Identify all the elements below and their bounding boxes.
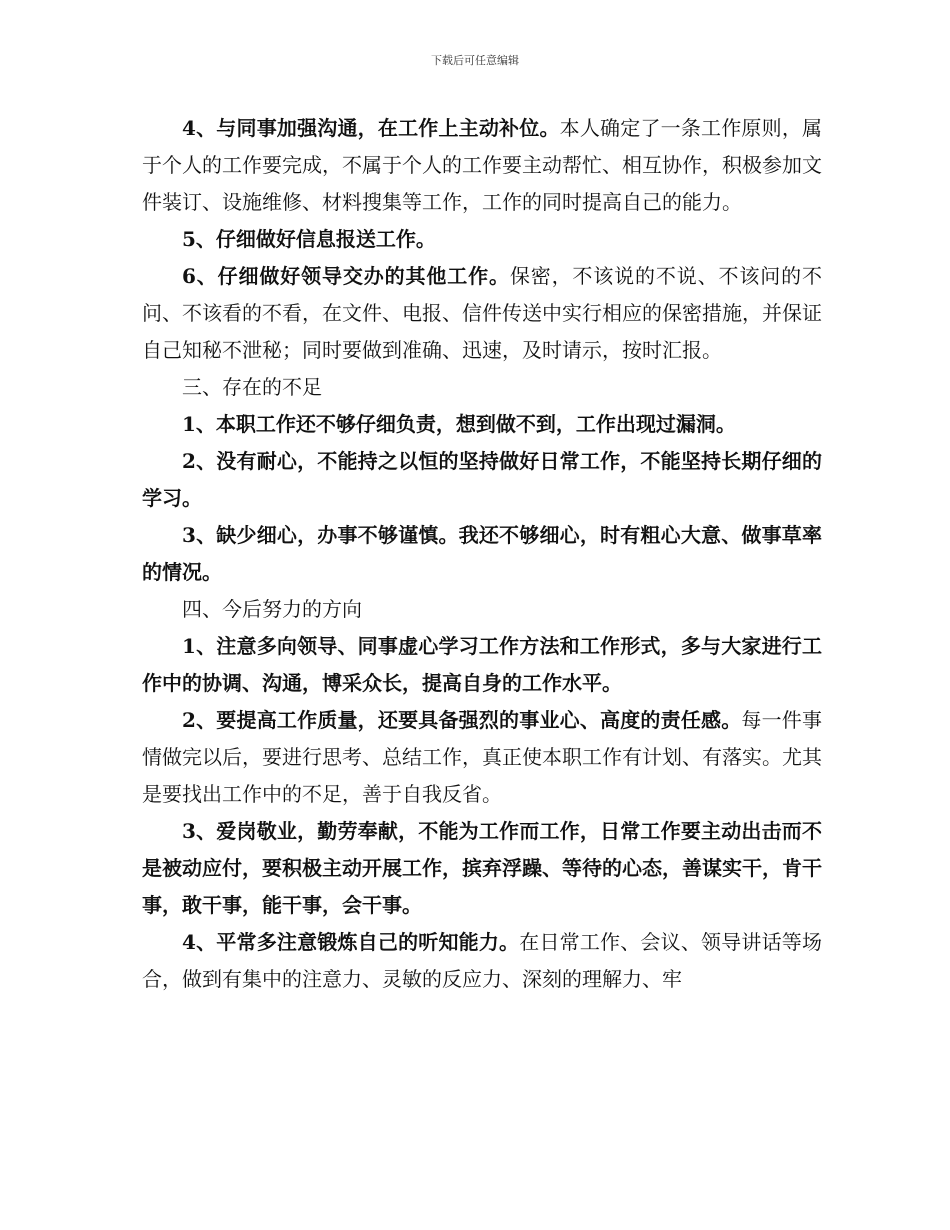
paragraph-work-6 [142, 258, 822, 369]
paragraph-shortcoming-1 [142, 406, 822, 443]
paragraph-text: 三、存在的不足 [182, 375, 322, 399]
document-body [142, 110, 822, 998]
page-header: 下载后可任意编辑 [431, 54, 519, 67]
section-heading-future-direction [142, 591, 822, 628]
paragraph-direction-4 [142, 924, 822, 998]
paragraph-direction-1 [142, 628, 822, 702]
paragraph-heading: 2、没有耐心，不能持之以恒的坚持做好日常工作，不能坚持长期仔细的学习。 [142, 449, 822, 510]
paragraph-heading: 3、缺少细心，办事不够谨慎。我还不够细心，时有粗心大意、做事草率的情况。 [142, 523, 822, 584]
paragraph-work-4 [142, 110, 822, 221]
paragraph-text: 在日常工作、会议、领导讲话等场合，做到有集中的注意力、灵敏的反应力、深刻的理解力、牢 [142, 930, 822, 991]
paragraph-text: 保密，不该说的不说、不该问的不问、不该看的不看，在文件、电报、信件传送中实行相应的保密措施，并保证自己知秘不泄秘；同时要做到准确、迅速，及时请示，按时汇报。 [142, 264, 822, 362]
paragraph-work-5 [142, 221, 822, 258]
paragraph-direction-2 [142, 702, 822, 813]
paragraph-heading: 4、平常多注意锻炼自己的听知能力。 [182, 930, 520, 954]
section-heading-shortcomings [142, 369, 822, 406]
paragraph-heading: 2、要提高工作质量，还要具备强烈的事业心、高度的责任感。 [182, 708, 742, 732]
paragraph-heading: 3、爱岗敬业，勤劳奉献，不能为工作而工作，日常工作要主动出击而不是被动应付，要积极主动开展工作，摈弃浮躁、等待的心态，善谋实干，肯干事，敢干事，能干事，会干事。 [142, 819, 822, 917]
paragraph-heading: 4、与同事加强沟通，在工作上主动补位。 [182, 116, 560, 140]
paragraph-text: 每一件事情做完以后，要进行思考、总结工作，真正使本职工作有计划、有落实。尤其是要找出工作中的不足，善于自我反省。 [142, 708, 822, 806]
paragraph-heading: 5、仔细做好信息报送工作。 [182, 227, 436, 251]
paragraph-text: 本人确定了一条工作原则，属于个人的工作要完成，不属于个人的工作要主动帮忙、相互协作，积极参加文件装订、设施维修、材料搜集等工作，工作的同时提高自己的能力。 [142, 116, 823, 214]
paragraph-shortcoming-3 [142, 517, 822, 591]
paragraph-heading: 1、本职工作还不够仔细负责，想到做不到，工作出现过漏洞。 [182, 412, 736, 436]
paragraph-direction-3 [142, 813, 822, 924]
paragraph-text: 四、今后努力的方向 [182, 597, 362, 621]
paragraph-shortcoming-2 [142, 443, 822, 517]
paragraph-heading: 6、仔细做好领导交办的其他工作。 [182, 264, 510, 288]
paragraph-heading: 1、注意多向领导、同事虚心学习工作方法和工作形式，多与大家进行工作中的协调、沟通，博采众长，提高自身的工作水平。 [142, 634, 822, 695]
